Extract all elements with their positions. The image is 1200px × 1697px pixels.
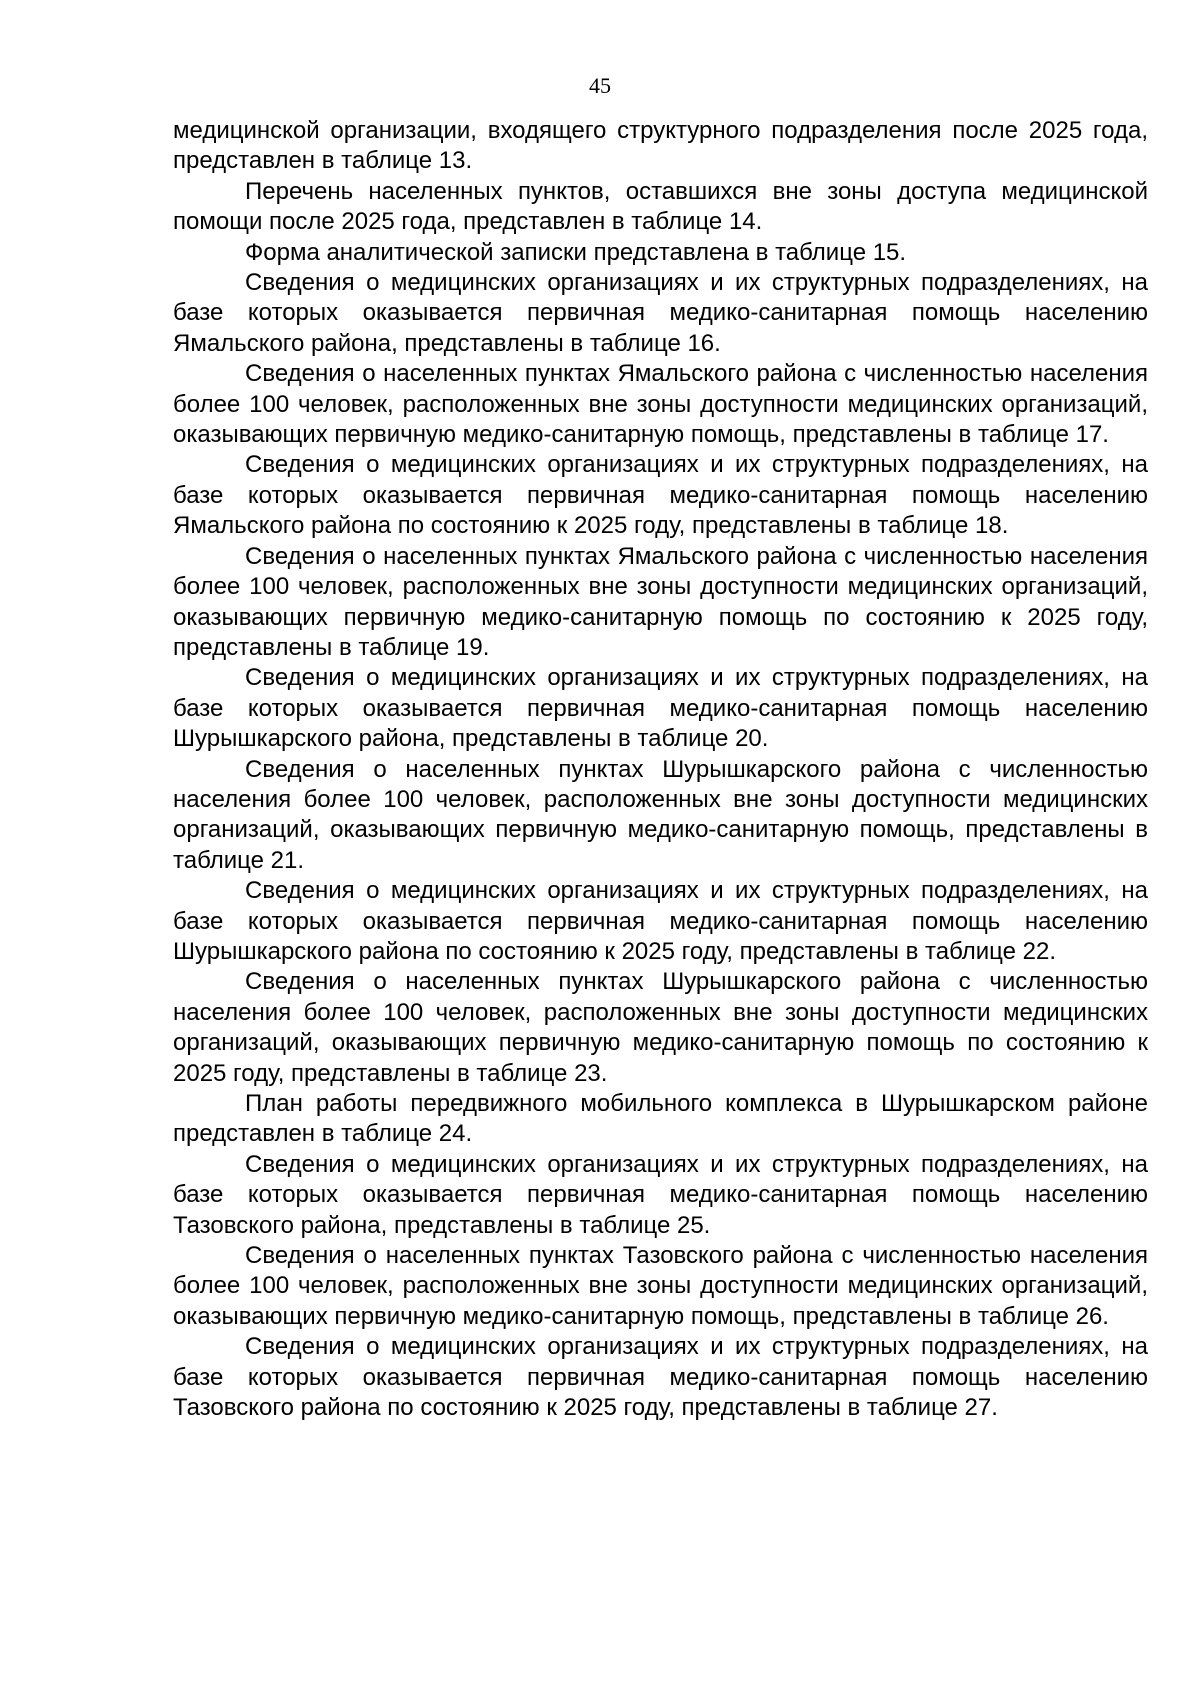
paragraph-table-24: План работы передвижного мобильного комплекса в Шурышкарском районе представлен в таблице 24. [173,1090,1148,1148]
paragraph-table-19: Сведения о населенных пунктах Ямальского района с численностью населения более 100 человек, расположенных вне зоны доступности медицинских организаций, оказывающих первичную медико-санитарную помощь по состоянию к 2025 году, представлены в таблице 19. [173,542,1148,661]
document-body [173,116,1148,1423]
paragraph-table-22: Сведения о медицинских организациях и их структурных подразделениях, на базе которых оказывается первичная медико-санитарная помощь населению Шурышкарского района по состоянию к 2025 году, представлены в таблице 22. [173,877,1148,965]
paragraph-table-18: Сведения о медицинских организациях и их структурных подразделениях, на базе которых оказывается первичная медико-санитарная помощь населению Ямальского района по состоянию к 2025 году, представлены в таблице 18. [173,451,1148,540]
paragraph-table-27: Сведения о медицинских организациях и их структурных подразделениях, на базе которых оказывается первичная медико-санитарная помощь населению Тазовского района по состоянию к 2025 году, представлены в таблице 27. [173,1333,1148,1422]
paragraph-table-15: Форма аналитической записки представлена в таблице 15. [245,238,907,266]
paragraph-continuation: медицинской организации, входящего структурного подразделения после 2025 года, представлен в таблице 13. [173,117,1148,175]
paragraph-table-21: Сведения о населенных пунктах Шурышкарского района с численностью населения более 100 человек, расположенных вне зоны доступности медицинских организаций, оказывающих первичную медико-санитарную помощь, представлены в таблице 21. [173,755,1148,874]
paragraph-table-14: Перечень населенных пунктов, оставшихся вне зоны доступа медицинской помощи после 2025 года, представлен в таблице 14. [173,177,1148,236]
paragraph-table-17: Сведения о населенных пунктах Ямальского района с численностью населения более 100 человек, расположенных вне зоны доступности медицинских организаций, оказывающих первичную медико-санитарную помощь, представлены в таблице 17. [173,360,1148,449]
paragraph-table-20: Сведения о медицинских организациях и их структурных подразделениях, на базе которых оказывается первичная медико-санитарная помощь населению Шурышкарского района, представлены в таблице 20. [173,664,1148,753]
paragraph-table-23: Сведения о населенных пунктах Шурышкарского района с численностью населения более 100 человек, расположенных вне зоны доступности медицинских организаций, оказывающих первичную медико-санитарную помощь по состоянию к 2025 году, представлены в таблице 23. [173,968,1148,1087]
paragraph-table-16: Сведения о медицинских организациях и их структурных подразделениях, на базе которых оказывается первичная медико-санитарная помощь населению Ямальского района, представлены в таблице 16. [173,269,1148,357]
page-number: 45 [589,73,611,98]
paragraph-table-26: Сведения о населенных пунктах Тазовского района с численностью населения более 100 человек, расположенных вне зоны доступности медицинских организаций, оказывающих первичную медико-санитарную помощь, представлены в таблице 26. [173,1242,1148,1330]
paragraph-table-25: Сведения о медицинских организациях и их структурных подразделениях, на базе которых оказывается первичная медико-санитарная помощь населению Тазовского района, представлены в таблице 25. [173,1150,1148,1239]
